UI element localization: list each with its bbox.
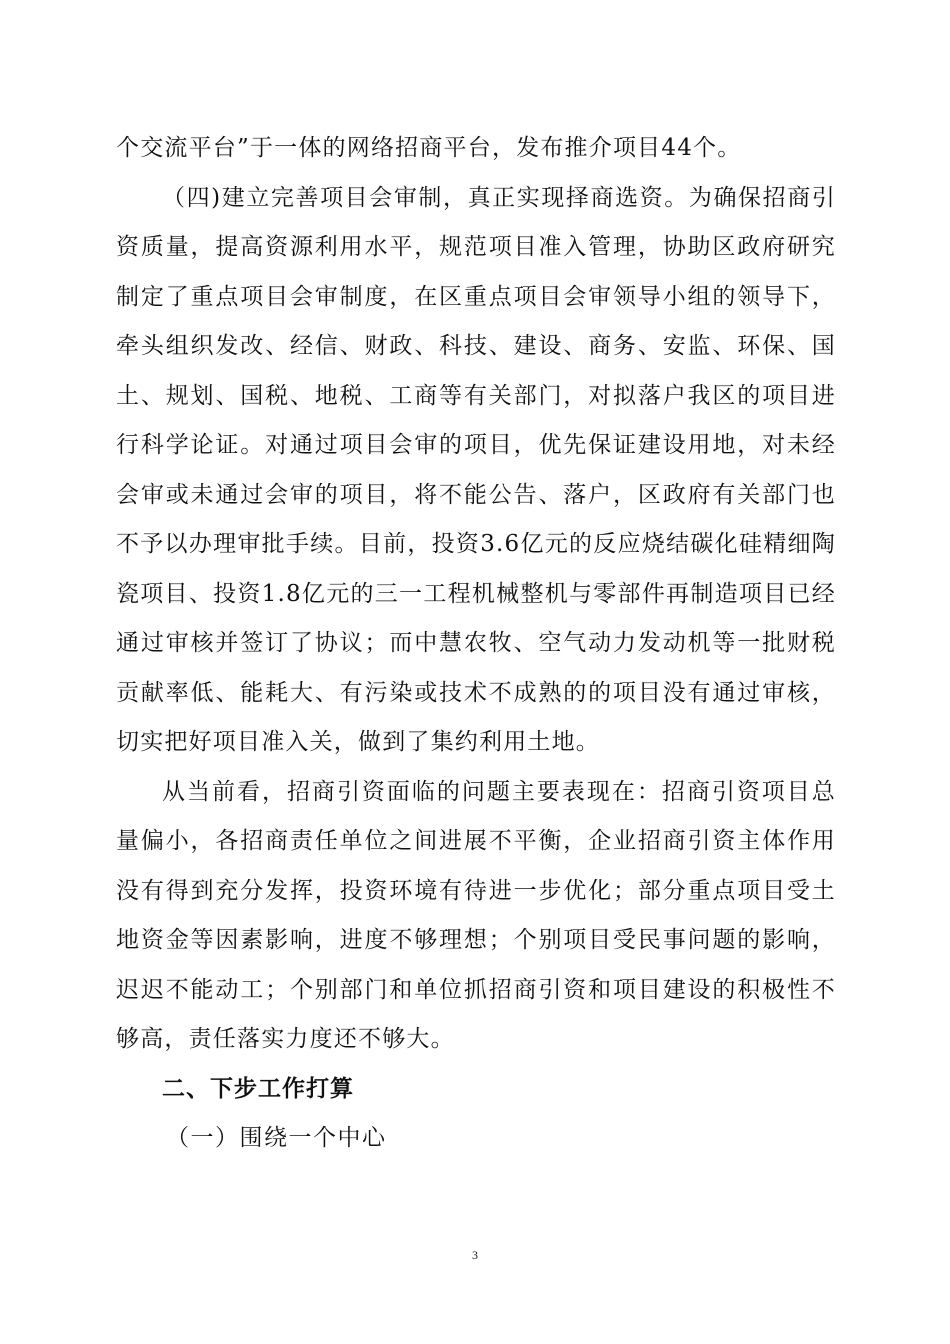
paragraph-project-review: （四)建立完善项目会审制，真正实现择商选资。为确保招商引资质量，提高资源利用水平，规范项目准入管理，协助区政府研究制定了重点项目会审制度，在区重点项目会审领导小组的领导下，牵头组织发改、经信、财政、科技、建设、商务、安监、环保、国土、规划、国税、地税、工商等有关部门，对拟落户我区的项目进行科学论证。对通过项目会审的项目，优先保证建设用地，对未经会审或未通过会审的项目，将不能公告、落户，区政府有关部门也不予以办理审批手续。目前，投资3.6亿元的反应烧结碳化硅精细陶瓷项目、投资1.8亿元的三一工程机械整机与零部件再制造项目已经通过审核并签订了协议；而中慧农牧、空气动力发动机等一批财税贡献率低、能耗大、有污染或技术不成熟的的项目没有通过审核，切实把好项目准入关，做到了集约利用土地。 (116, 184, 836, 755)
document-body (116, 124, 836, 1164)
subsection-heading: （一）围绕一个中心 (166, 1125, 387, 1151)
page-number: 3 (472, 1248, 478, 1262)
paragraph-continuation: 个交流平台”于一体的网络招商平台，发布推介项目44个。 (116, 135, 742, 161)
section-heading: 二、下步工作打算 (162, 1075, 354, 1102)
paragraph-current-problems: 从当前看，招商引资面临的问题主要表现在：招商引资项目总量偏小，各招商责任单位之间进展不平衡，企业招商引资主体作用没有得到充分发挥，投资环境有待进一步优化；部分重点项目受土地资金等因素影响，进度不够理想；个别项目受民事问题的影响，迟迟不能动工；个别部门和单位抓招商引资和项目建设的积极性不够高，责任落实力度还不够大。 (116, 778, 836, 1052)
